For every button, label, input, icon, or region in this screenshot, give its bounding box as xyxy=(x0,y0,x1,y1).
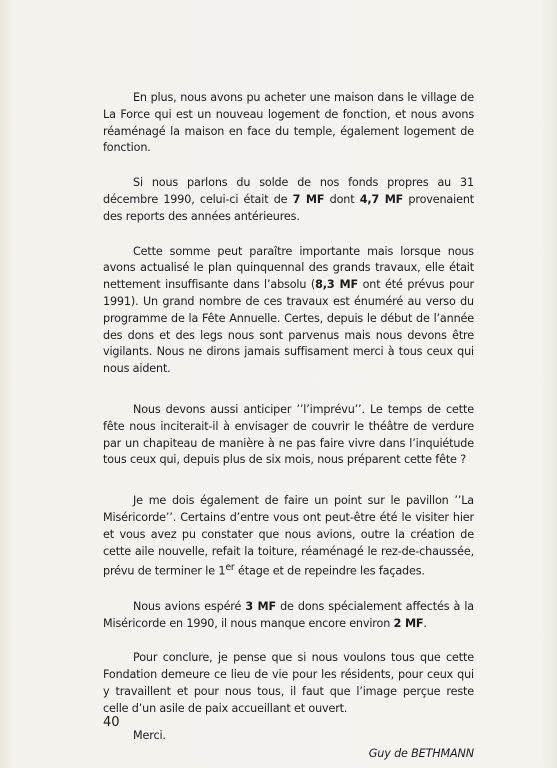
text-run: ont été prévus pour 1991). Un grand nombre de ces travaux est énuméré au verso du programme de la Fête Annuelle. Certes, depuis le début de l’année des dons et des legs nous sont parvenus mais nous devons être vigilants. Nous ne dirons jamais suffisament merci à tous ceux qui nous aident. xyxy=(103,278,475,376)
signature: Guy de BETHMANN xyxy=(368,747,474,761)
text-run: dont xyxy=(324,192,360,206)
text-run: Pour conclure, je pense que si nous voulons tous que cette Fondation demeure ce lieu de vie pour les résidents, pour ceux qui y travaillent et pour nous tous, il faut que l’image perçue reste celle d’un asile de paix accueillant et ouvert. xyxy=(103,651,474,715)
paragraph-works-plan xyxy=(103,244,474,378)
text-run: étage et de repeindre les façades. xyxy=(234,565,425,579)
bold-amount: 7 MF xyxy=(292,192,325,206)
paragraph-conclusion xyxy=(103,650,474,717)
page-number: 40 xyxy=(103,715,120,730)
bold-amount: 2 MF xyxy=(393,616,424,630)
text-run: Nous avions espéré xyxy=(133,599,246,613)
text-run: provenaient des reports des années antérieures. xyxy=(103,192,475,223)
text-run: Cette somme peut paraître importante mais lorsque nous avons actualisé le plan quinquennal des grands travaux, elle était nettement insuffisante dans l’absolu ( xyxy=(103,244,474,292)
text-run: En plus, nous avons pu acheter une maison dans le village de La Force qui est un nouveau logement de fonction, et nous avons réaménagé la maison en face du temple, également logement de fonction. xyxy=(103,91,474,155)
closing-thanks: Merci. xyxy=(133,728,166,742)
text-run: Nous devons aussi anticiper ’’l’imprévu’’. Le temps de cette fête nous inciterait-il à envisager de couvrir le théâtre de verdure par un chapiteau de manière à ne pas faire vivre dans l’inquiétude tous ceux qui, depuis plus de six mois, nous préparent cette fête ? xyxy=(103,402,474,467)
bold-amount: 8,3 MF xyxy=(315,278,358,292)
paragraph-donations xyxy=(103,599,474,633)
superscript: er xyxy=(225,562,235,574)
text-run: Si nous parlons du solde de nos fonds propres au 31 décembre 1990, celui-ci était de xyxy=(103,176,474,206)
body-text xyxy=(103,90,474,763)
paragraph-new-house xyxy=(103,90,474,157)
text-run: Je me dois également de faire un point sur le pavillon ’’La Miséricorde’’. Certains d’entre vous ont peut-être été le visiter hier et vous avez pu constater que nous avions, outre la création de cette aile nouvelle, refait la toiture, réaménagé le rez-de-chaussée, prévu de terminer le 1 xyxy=(103,494,474,579)
bold-amount: 4,7 MF xyxy=(359,192,404,206)
paragraph-unforeseen xyxy=(103,402,474,469)
text-run: de dons spécialement affectés à la Miséricorde en 1990, il nous manque encore environ xyxy=(103,599,475,630)
paragraph-balance xyxy=(103,175,474,225)
text-run: . xyxy=(423,616,427,630)
bold-amount: 3 MF xyxy=(245,599,276,613)
paragraph-misericorde xyxy=(103,493,474,581)
